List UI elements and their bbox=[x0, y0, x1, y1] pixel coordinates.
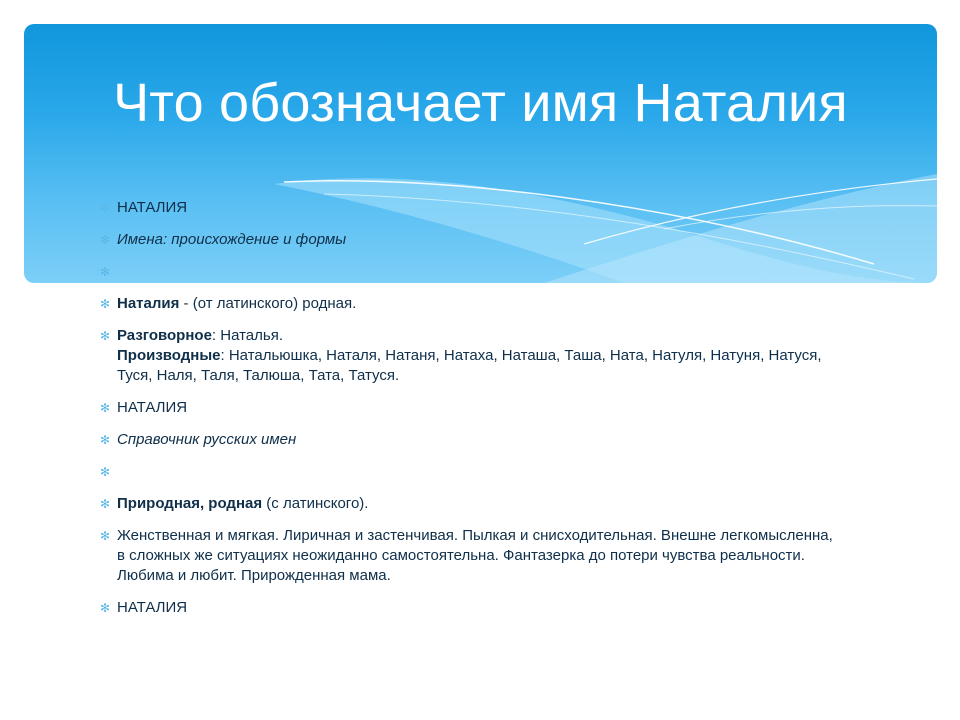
list-item bbox=[100, 526, 840, 586]
list-item bbox=[100, 230, 840, 250]
list-item bbox=[100, 294, 840, 314]
asterisk-bullet-icon: ✻ bbox=[100, 465, 111, 479]
item-text: : Натальюшка, Наталя, Натаня, Натаха, Наташа, Таша, Ната, Натуля, Натуня, Натуся, Туся, Наля, Таля, Талюша, Тата, Татуся. bbox=[117, 347, 822, 384]
list-item bbox=[100, 598, 840, 618]
list-item bbox=[100, 494, 840, 514]
asterisk-bullet-icon: ✻ bbox=[100, 529, 111, 543]
asterisk-bullet-icon: ✻ bbox=[100, 297, 111, 311]
item-bold-text: Природная, родная bbox=[117, 495, 263, 512]
asterisk-bullet-icon: ✻ bbox=[100, 497, 111, 511]
asterisk-bullet-icon: ✻ bbox=[100, 265, 111, 279]
item-text: - (от латинского) родная. bbox=[179, 295, 357, 312]
list-item bbox=[100, 398, 840, 418]
list-item bbox=[100, 430, 840, 450]
asterisk-bullet-icon: ✻ bbox=[100, 433, 111, 447]
item-text: НАТАЛИЯ bbox=[117, 399, 188, 416]
item-text: НАТАЛИЯ bbox=[117, 199, 188, 216]
list-item bbox=[100, 198, 840, 218]
asterisk-bullet-icon: ✻ bbox=[100, 201, 111, 215]
item-text: Женственная и мягкая. Лиричная и застенчивая. Пылкая и снисходительная. Внешне легкомысленна, в сложных же ситуациях неожиданно самостоятельна. Фантазерка до потери чувства реальности. Любима и любит. Прирожденная мама. bbox=[117, 527, 833, 584]
asterisk-bullet-icon: ✻ bbox=[100, 329, 111, 343]
asterisk-bullet-icon: ✻ bbox=[100, 401, 111, 415]
list-item bbox=[100, 462, 840, 482]
slide-title: Что обозначает имя Наталия bbox=[113, 73, 848, 133]
item-text: (с латинского). bbox=[262, 495, 369, 512]
item-text: : Наталья. bbox=[211, 327, 284, 344]
item-text: Имена: происхождение и формы bbox=[117, 231, 347, 248]
asterisk-bullet-icon: ✻ bbox=[100, 601, 111, 615]
item-bold-text: Разговорное bbox=[117, 327, 212, 344]
list-item bbox=[100, 326, 840, 386]
item-bold-text: Производные bbox=[117, 347, 221, 364]
item-text: Справочник русских имен bbox=[117, 431, 297, 448]
item-bold-text: Наталия bbox=[117, 295, 180, 312]
bullet-list bbox=[100, 198, 840, 630]
asterisk-bullet-icon: ✻ bbox=[100, 233, 111, 247]
item-text: НАТАЛИЯ bbox=[117, 599, 188, 616]
list-item bbox=[100, 262, 840, 282]
